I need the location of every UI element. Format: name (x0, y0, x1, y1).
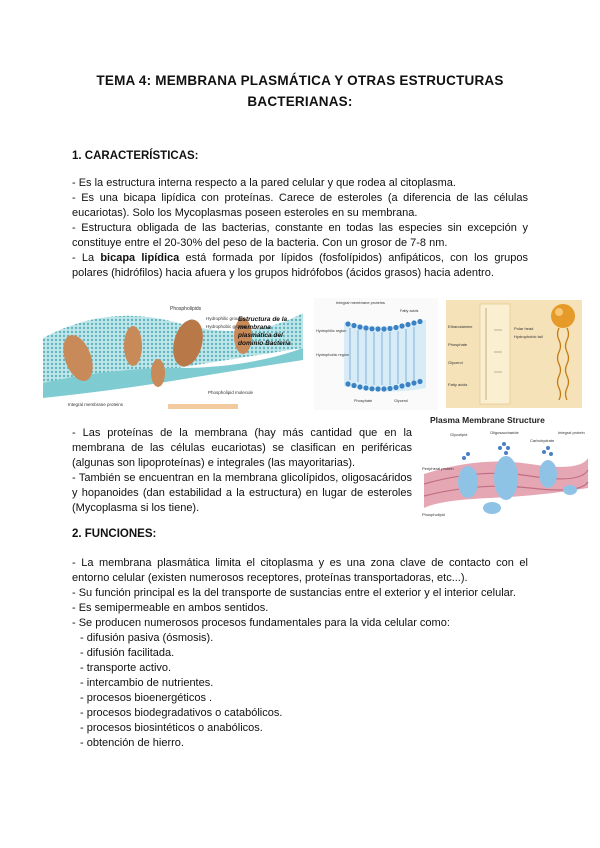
fig3-label-a: Ethanolamine (448, 324, 473, 329)
fig3-label-c: Glycerol (448, 360, 463, 365)
fig2-label-e: Glycerol (394, 399, 408, 403)
fig3-label-e: Polar head (514, 326, 534, 331)
membrane-3d-figure (38, 298, 308, 410)
paragraph-6: - También se encuentran en la membrana glicolípidos, oligosacáridos y hopanoides (dan estabilidad a la estructura) en lugar de esteroles (Mycoplasma si los tiene). (72, 472, 412, 514)
fig2-title: Integral membrane proteins (336, 300, 385, 305)
title-line-1: TEMA 4: MEMBRANA PLASMÁTICA Y OTRAS ESTRUCTURAS (96, 73, 504, 88)
fig3-label-d: Fatty acids (448, 382, 468, 387)
process-item: - difusión facilitada. (80, 647, 175, 659)
fig3-label-b: Phosphate (448, 342, 468, 347)
section1-text-2 (72, 426, 412, 516)
fig4-label-c: Integral protein (558, 430, 585, 435)
paragraph-3: - Estructura obligada de las bacterias, constante en todas las especies sin excepción y constituye entre el 20-30% del peso de la bacteria. Con un grosor de 7-8 nm. (72, 222, 528, 249)
process-item: - obtención de hierro. (80, 737, 184, 749)
plasma-membrane-structure-figure (420, 412, 590, 524)
paragraph-2: - Es una bicapa lipídica con proteínas. Carece de esteroles (a diferencia de las células eucariotas). Solo los Mycoplasmas poseen esteroles en su membrana. (72, 192, 528, 219)
process-item: - transporte activo. (80, 662, 172, 674)
fig1-label-d: Integral membrane proteins (68, 402, 124, 407)
title-line-2: BACTERIANAS: (247, 94, 353, 109)
process-item: - difusión pasiva (ósmosis). (80, 632, 214, 644)
bold-term: bicapa lipídica (100, 252, 180, 264)
section1-text (72, 176, 528, 281)
section1-heading: 1. CARACTERÍSTICAS: (72, 150, 199, 162)
fig2-label-a: Hydrophilic region (316, 329, 347, 333)
function-item: - Se producen numerosos procesos fundamentales para la vida celular como: (72, 617, 450, 629)
fig4-label-a: Glycolipid (450, 432, 468, 437)
fig1-label-b: Hydrophilic groups (206, 316, 244, 321)
bilayer-figure (314, 298, 438, 410)
functions-list (72, 556, 528, 751)
process-item: - procesos bioenergéticos . (80, 692, 213, 704)
fig4-label-f: Carbohydrate (530, 438, 555, 443)
function-item: - Es semipermeable en ambos sentidos. (72, 602, 269, 614)
fig4-label-b: Oligosaccharide (490, 430, 519, 435)
paragraph-1: - Es la estructura interna respecto a la pared celular y que rodea al citoplasma. (72, 177, 456, 189)
section2-heading: 2. FUNCIONES: (72, 528, 157, 540)
process-item: - procesos biodegradativos o catabólicos. (80, 707, 283, 719)
fig4-title: Plasma Membrane Structure (430, 415, 545, 425)
paragraph-5: - Las proteínas de la membrana (hay más cantidad que en la membrana de las células eucariotas) se clasifican en periféricas (algunas son lipoproteínas) e integrales (las mayoritarias). (72, 427, 412, 469)
fig1-label-c: Hydrophobic groups (206, 324, 247, 329)
fig3-label-f: Hydrophobic tail (514, 334, 543, 339)
function-item: - La membrana plasmática limita el citoplasma y es una zona clave de contacto con el entorno celular (existen numerosos receptores, proteínas transportadoras, etc...). (72, 557, 528, 584)
fig4-label-d: Peripheral protein (422, 466, 454, 471)
fig2-label-b: Hydrophobic region (316, 353, 349, 357)
fig1-caption: Estructura de la membrana plasmática del dominio Bacteria (238, 316, 291, 347)
fig4-label-e: Phospholipid (422, 512, 445, 517)
fig2-label-c: Fatty acids (400, 309, 419, 313)
phospholipid-figure (446, 300, 582, 408)
process-item: - procesos biosintéticos o anabólicos. (80, 722, 263, 734)
function-item: - Su función principal es la del transporte de sustancias entre el exterior y el interior celular. (72, 587, 516, 599)
fig1-label-a: Phospholipids (170, 306, 202, 312)
fig1-label-e: Phospholipid molecule (208, 390, 254, 395)
process-item: - intercambio de nutrientes. (80, 677, 214, 689)
document-title (60, 70, 540, 112)
fig1-strip (168, 404, 238, 409)
fig2-label-d: Phosphate (354, 399, 373, 403)
paragraph-4: - La bicapa lipídica está formada por lípidos (fosfolípidos) anfipáticos, con los grupos polares (hidrófilos) hacia afuera y los grupos hidrófobos (ácidos grasos) hacia adentro. (72, 252, 528, 279)
